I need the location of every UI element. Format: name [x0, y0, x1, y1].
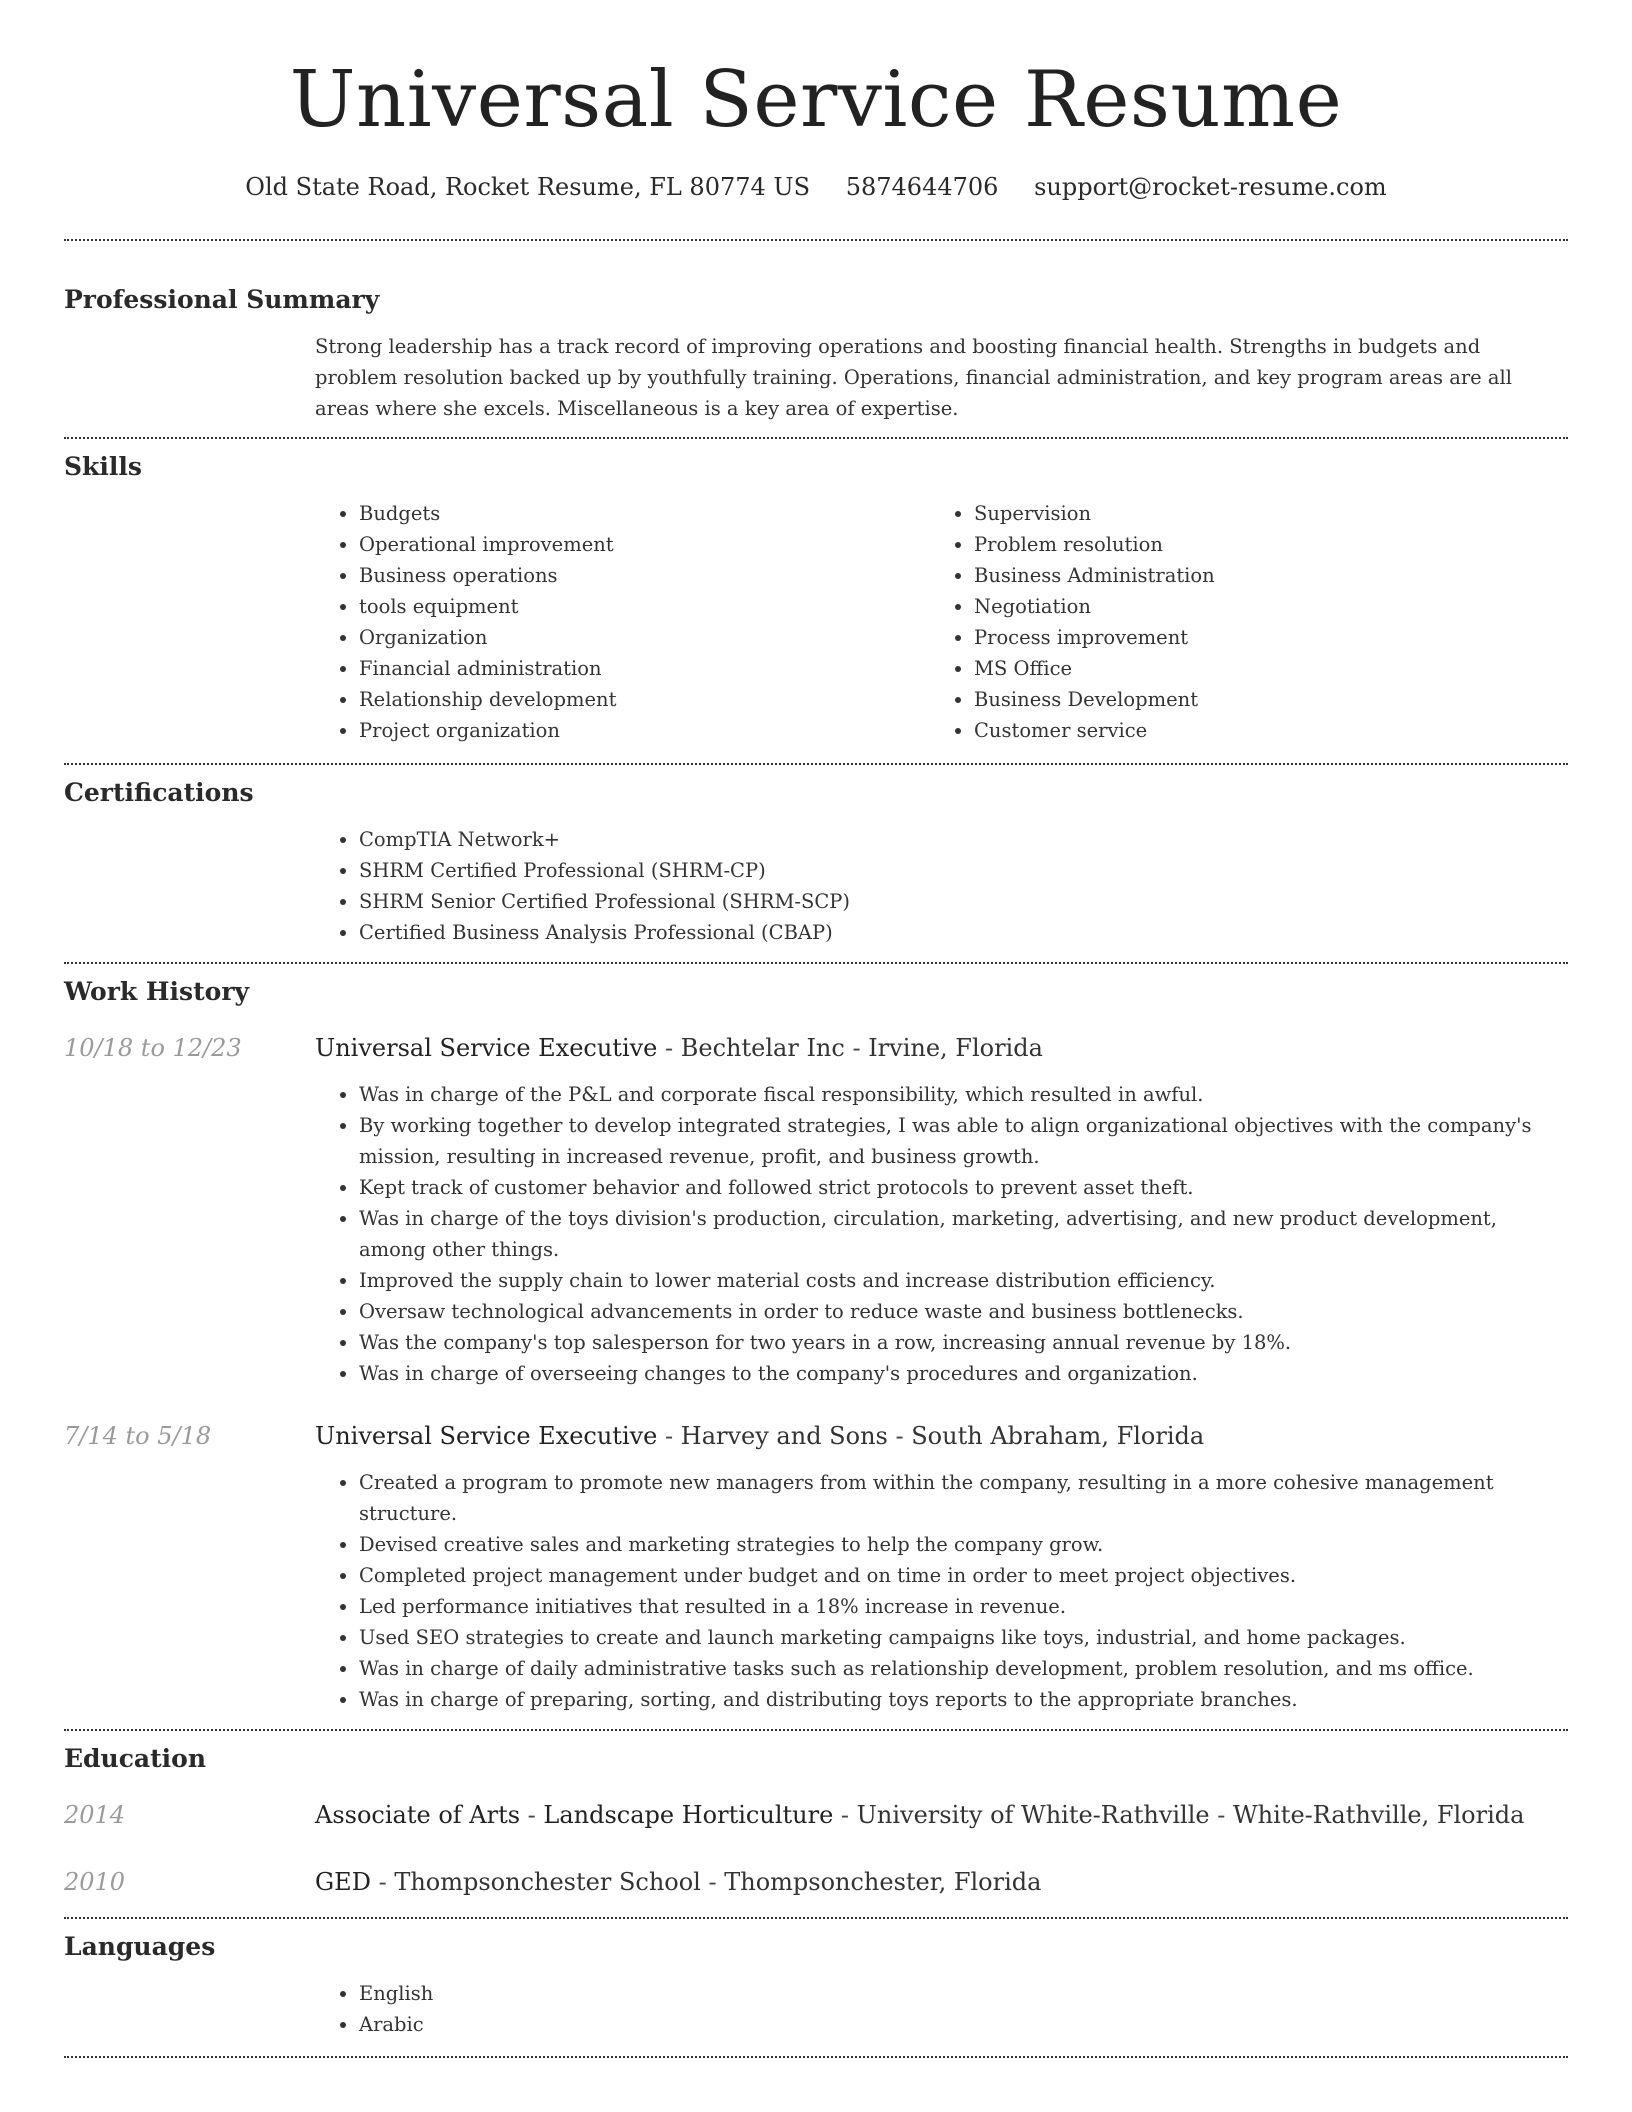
skill-item: • Problem resolution: [974, 529, 1545, 560]
skill-item: • Negotiation: [974, 591, 1545, 622]
job-company: Bechtelar Inc: [680, 1034, 845, 1062]
job-bullet: • Was in charge of daily administrative tasks such as relationship development, problem resolution, and ms office.: [359, 1653, 1568, 1684]
skills-heading: Skills: [64, 452, 142, 481]
job-bullet: • Completed project management under budget and on time in order to meet project objectives.: [359, 1560, 1568, 1591]
job-entry: [64, 1419, 1568, 1715]
education-school: Thompsonchester School: [394, 1868, 701, 1896]
job-bullet: • Was in charge of overseeing changes to the company's procedures and organization.: [359, 1358, 1568, 1389]
job-dates: 10/18 to 12/23: [64, 1034, 242, 1062]
job-bullet: • Improved the supply chain to lower material costs and increase distribution efficiency.: [359, 1265, 1568, 1296]
job-company: Harvey and Sons: [680, 1422, 888, 1450]
skills-list-left: [315, 498, 930, 746]
certifications-list: [315, 824, 1568, 948]
skills-column-left: [315, 498, 930, 746]
education-separator: -: [370, 1868, 395, 1896]
job-role: Universal Service Executive: [315, 1422, 658, 1450]
job-location: South Abraham, Florida: [911, 1422, 1205, 1450]
summary-text: Strong leadership has a track record of improving operations and boosting financial health. Strengths in budgets and problem resolution backed up by youthfully training. Operations, financial administration, and key program areas are all areas where she excels. Miscellaneous is a key area of expertise.: [315, 335, 1512, 420]
summary-heading: Professional Summary: [64, 285, 380, 314]
skill-item: • Financial administration: [359, 653, 930, 684]
skill-item: • Operational improvement: [359, 529, 930, 560]
job-header: [64, 1031, 1568, 1065]
language-item: • English: [359, 1978, 1568, 2009]
skills-grid: [315, 498, 1568, 746]
languages-heading: Languages: [64, 1932, 216, 1961]
job-bullet: • Led performance initiatives that resulted in a 18% increase in revenue.: [359, 1591, 1568, 1622]
education-title-line: [315, 1865, 1041, 1899]
skill-item: • Budgets: [359, 498, 930, 529]
skill-item: • Supervision: [974, 498, 1545, 529]
job-bullet: • Created a program to promote new managers from within the company, resulting in a more cohesive management structure.: [359, 1467, 1568, 1529]
education-entry: [64, 1865, 1568, 1899]
education-degree: GED: [315, 1868, 371, 1896]
job-title-line: [315, 1031, 1043, 1065]
job-separator: -: [887, 1422, 912, 1450]
job-dates: 7/14 to 5/18: [64, 1422, 212, 1450]
education-year: 2014: [64, 1801, 126, 1829]
certification-item: • SHRM Certified Professional (SHRM-CP): [359, 855, 1568, 886]
job-bullet-list: [315, 1467, 1568, 1715]
skill-item: • Business operations: [359, 560, 930, 591]
certification-item: • CompTIA Network+: [359, 824, 1568, 855]
section-divider: [64, 239, 1568, 241]
contact-phone: 5874644706: [845, 173, 999, 201]
education-separator: -: [1209, 1801, 1233, 1829]
education-heading: Education: [64, 1744, 207, 1773]
job-bullet: • Was in charge of preparing, sorting, and distributing toys reports to the appropriate branches.: [359, 1684, 1568, 1715]
skill-item: • Business Administration: [974, 560, 1545, 591]
certification-item: • Certified Business Analysis Professional (CBAP): [359, 917, 1568, 948]
job-duties: [315, 1467, 1568, 1715]
job-separator: -: [657, 1422, 681, 1450]
certifications-heading: Certifications: [64, 778, 254, 807]
section-divider: [64, 437, 1568, 439]
section-divider: [64, 962, 1568, 964]
job-bullet: • Was the company's top salesperson for two years in a row, increasing annual revenue by 18%.: [359, 1327, 1568, 1358]
job-bullet: • Used SEO strategies to create and launch marketing campaigns like toys, industrial, and home packages.: [359, 1622, 1568, 1653]
section-divider: [64, 1729, 1568, 1731]
education-year: 2010: [64, 1868, 126, 1896]
education-location: Thompsonchester, Florida: [724, 1868, 1042, 1896]
resume-name: Universal Service Resume: [289, 55, 1343, 145]
skill-item: • MS Office: [974, 653, 1545, 684]
certifications-body: [315, 824, 1568, 948]
section-divider: [64, 2056, 1568, 2058]
job-separator: -: [657, 1034, 681, 1062]
section-divider: [64, 1917, 1568, 1919]
skill-item: • Customer service: [974, 715, 1545, 746]
skill-item: • Process improvement: [974, 622, 1545, 653]
job-bullet: • Was in charge of the toys division's production, circulation, marketing, advertising, and new product development, among other things.: [359, 1203, 1568, 1265]
contact-line: [64, 170, 1568, 204]
skill-item: • Business Development: [974, 684, 1545, 715]
work-history-heading: Work History: [64, 977, 250, 1006]
job-bullet: • Oversaw technological advancements in order to reduce waste and business bottlenecks.: [359, 1296, 1568, 1327]
job-bullet-list: [315, 1079, 1568, 1389]
job-title-line: [315, 1419, 1204, 1453]
education-separator: -: [833, 1801, 857, 1829]
contact-email: support@rocket-resume.com: [1034, 173, 1387, 201]
skills-list-right: [930, 498, 1545, 746]
education-separator: -: [700, 1868, 725, 1896]
certification-item: • SHRM Senior Certified Professional (SHRM-SCP): [359, 886, 1568, 917]
education-separator: -: [520, 1801, 544, 1829]
languages-body: [315, 1978, 1568, 2040]
education-field: Landscape Horticulture: [543, 1801, 834, 1829]
education-title-line: [315, 1798, 1524, 1832]
language-item: • Arabic: [359, 2009, 1568, 2040]
contact-address: Old State Road, Rocket Resume, FL 80774 US: [245, 173, 811, 201]
job-duties: [315, 1079, 1568, 1389]
job-entry: [64, 1031, 1568, 1389]
job-location: Irvine, Florida: [868, 1034, 1043, 1062]
languages-list: [315, 1978, 1568, 2040]
job-bullet: • Was in charge of the P&L and corporate fiscal responsibility, which resulted in awful.: [359, 1079, 1568, 1110]
education-location: White-Rathville, Florida: [1233, 1801, 1525, 1829]
skills-column-right: [930, 498, 1545, 746]
section-divider: [64, 763, 1568, 765]
education-entry: [64, 1798, 1568, 1832]
education-school: University of White-Rathville: [856, 1801, 1210, 1829]
skill-item: • Project organization: [359, 715, 930, 746]
job-bullet: • Kept track of customer behavior and followed strict protocols to prevent asset theft.: [359, 1172, 1568, 1203]
job-role: Universal Service Executive: [315, 1034, 658, 1062]
education-degree: Associate of Arts: [315, 1801, 521, 1829]
job-separator: -: [844, 1034, 869, 1062]
summary-body: [315, 331, 1568, 424]
skill-item: • Relationship development: [359, 684, 930, 715]
job-bullet: • By working together to develop integrated strategies, I was able to align organizational objectives with the company's mission, resulting in increased revenue, profit, and business growth.: [359, 1110, 1568, 1172]
skill-item: • Organization: [359, 622, 930, 653]
skill-item: • tools equipment: [359, 591, 930, 622]
job-header: [64, 1419, 1568, 1453]
job-bullet: • Devised creative sales and marketing strategies to help the company grow.: [359, 1529, 1568, 1560]
